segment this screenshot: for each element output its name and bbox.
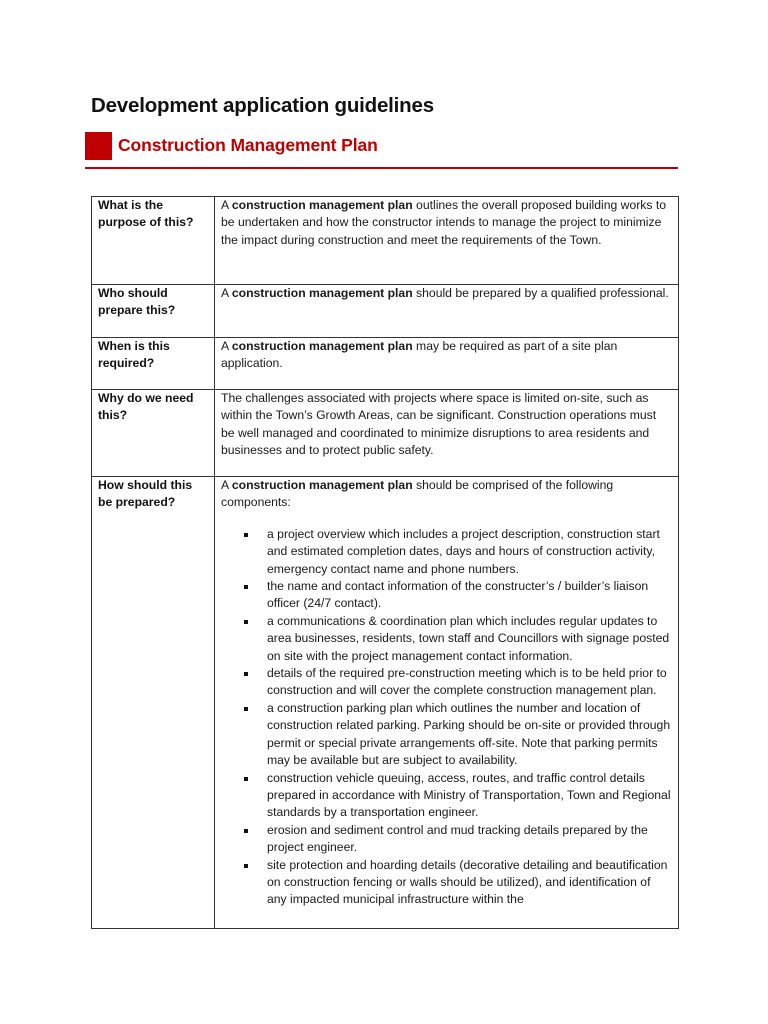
row-answer: A construction management plan may be required as part of a site plan application. [215,338,679,390]
components-list [221,526,672,909]
components-intro: A construction management plan should be comprised of the following components: [221,478,614,510]
row-question: Why do we need this? [92,390,215,477]
list-item: construction vehicle queuing, access, routes, and traffic control details prepared in accordance with Ministry of Transportation, Town and Regional standards by a transportation engineer. [267,770,672,822]
list-item: a construction parking plan which outlines the number and location of construction related parking. Parking should be on-site or provided through permit or special private arrangements off-site. Note that parking permits may be available but are subject to availability. [267,700,672,770]
section-divider [85,167,678,169]
table-row [92,338,679,390]
table-row [92,390,679,477]
row-answer: A construction management plan outlines the overall proposed building works to be undertaken and how the constructor intends to manage the project to minimize the impact during construction and meet the requirements of the Town. [215,197,679,285]
row-question: Who should prepare this? [92,285,215,338]
list-item: a project overview which includes a project description, construction start and estimated completion dates, days and hours of construction activity, emergency contact name and phone numbers. [267,526,672,578]
row-question: What is the purpose of this? [92,197,215,285]
list-item: site protection and hoarding details (decorative detailing and beautification on construction fencing or walls should be utilized), and identification of any impacted municipal infrastructure within the [267,857,672,909]
info-table [91,196,679,929]
list-item: a communications & coordination plan which includes regular updates to area businesses, residents, town staff and Councillors with signage posted on site with the project management contact information. [267,613,672,665]
table-row [92,197,679,285]
section-title: Construction Management Plan [118,135,378,155]
list-item: the name and contact information of the constructer’s / builder’s liaison officer (24/7 contact). [267,578,672,613]
row-answer: A construction management plan should be prepared by a qualified professional. [215,285,679,338]
section-marker [85,132,112,160]
table-row [92,285,679,338]
list-item: erosion and sediment control and mud tracking details prepared by the project engineer. [267,822,672,857]
list-item: details of the required pre-construction meeting which is to be held prior to construction and will cover the complete construction management plan. [267,665,672,700]
row-question: When is this required? [92,338,215,390]
row-answer: The challenges associated with projects where space is limited on-site, such as within the Town’s Growth Areas, can be significant. Construction operations must be well managed and coordinated to minimize disruptions to area residents and businesses and to protect public safety. [215,390,679,477]
document-title: Development application guidelines [91,94,434,117]
row-answer [215,477,679,929]
row-question: How should this be prepared? [92,477,215,929]
table-row [92,477,679,929]
